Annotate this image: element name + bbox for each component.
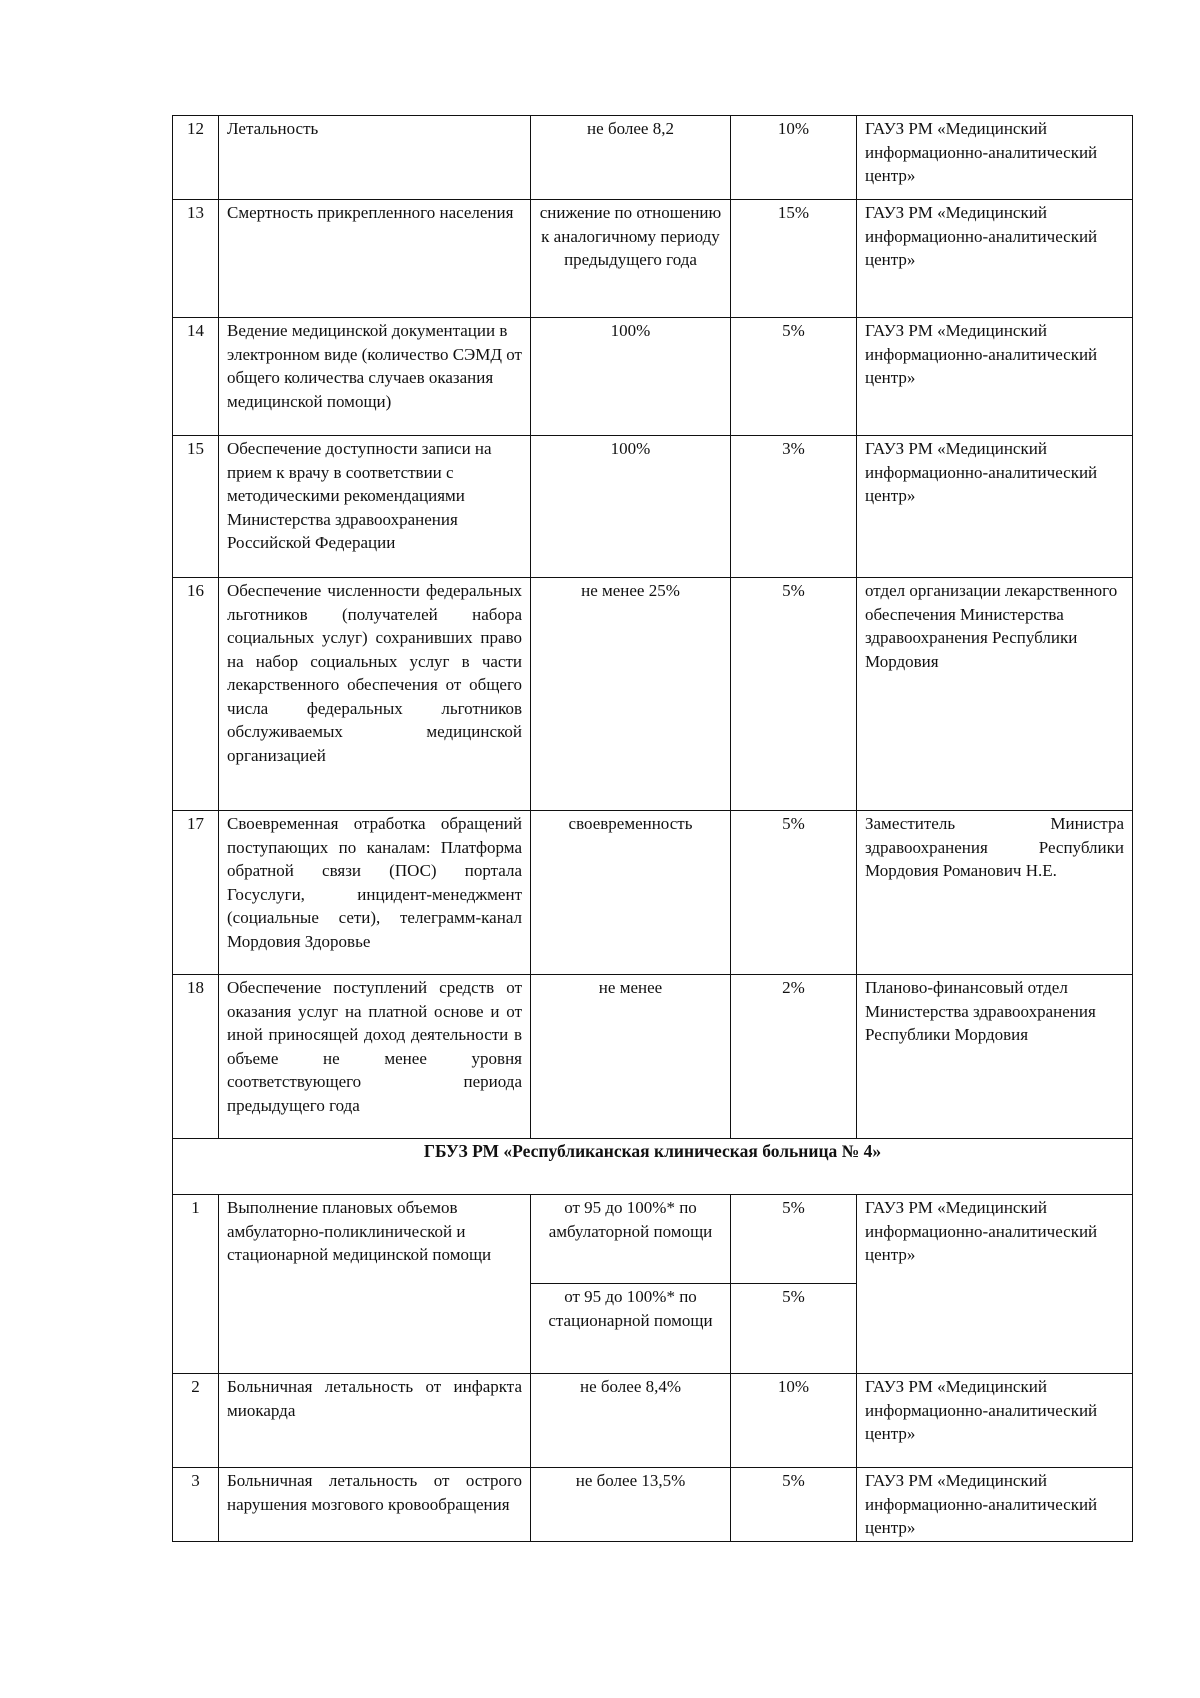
row-number: 1	[173, 1195, 219, 1374]
indicator-cell: Обеспечение поступлений средств от оказания услуг на платной основе и от иной приносящей доход деятельности в объеме не менее уровня соответствующего периода предыдущего года	[219, 975, 531, 1139]
target-cell: от 95 до 100%* по стационарной помощи	[531, 1284, 731, 1374]
target-cell: 100%	[531, 318, 731, 436]
indicator-cell: Своевременная отработка обращений поступающих по каналам: Платформа обратной связи (ПОС) портала Госуслуги, инцидент-менеджмент (социальные сети), телеграмм-канал Мордовия Здоровье	[219, 811, 531, 975]
weight-cell: 5%	[731, 578, 857, 811]
row-number: 13	[173, 200, 219, 318]
responsible-cell: ГАУЗ РМ «Медицинский информационно-аналитический центр»	[857, 1195, 1133, 1374]
row-number: 16	[173, 578, 219, 811]
indicator-cell: Смертность прикрепленного населения	[219, 200, 531, 318]
indicator-cell: Ведение медицинской документации в электронном виде (количество СЭМД от общего количества случаев оказания медицинской помощи)	[219, 318, 531, 436]
indicator-cell: Больничная летальность от инфаркта миокарда	[219, 1374, 531, 1468]
target-cell: 100%	[531, 436, 731, 578]
target-cell: не менее	[531, 975, 731, 1139]
row-number: 14	[173, 318, 219, 436]
table-row	[173, 116, 1133, 200]
target-cell: не более 8,2	[531, 116, 731, 200]
indicators-table	[172, 115, 1133, 1542]
weight-cell: 10%	[731, 116, 857, 200]
table-row	[173, 318, 1133, 436]
target-cell: не более 8,4%	[531, 1374, 731, 1468]
table-row	[173, 436, 1133, 578]
target-cell: снижение по отношению к аналогичному периоду предыдущего года	[531, 200, 731, 318]
indicator-cell: Обеспечение численности федеральных льготников (получателей набора социальных услуг) сохранивших право на набор социальных услуг в части лекарственного обеспечения от общего числа федеральных льготников обслуживаемых медицинской организацией	[219, 578, 531, 811]
target-cell: не более 13,5%	[531, 1468, 731, 1542]
indicator-cell: Выполнение плановых объемов амбулаторно-поликлинической и стационарной медицинской помощи	[219, 1195, 531, 1374]
section-row	[173, 1139, 1133, 1195]
row-number: 17	[173, 811, 219, 975]
table-row	[173, 1195, 1133, 1284]
table-row	[173, 200, 1133, 318]
responsible-cell: Планово-финансовый отдел Министерства здравоохранения Республики Мордовия	[857, 975, 1133, 1139]
table-row	[173, 975, 1133, 1139]
target-cell: своевременность	[531, 811, 731, 975]
indicator-cell: Летальность	[219, 116, 531, 200]
responsible-cell: отдел организации лекарственного обеспечения Министерства здравоохранения Республики Мордовия	[857, 578, 1133, 811]
weight-cell: 5%	[731, 811, 857, 975]
target-cell: от 95 до 100%* по амбулаторной помощи	[531, 1195, 731, 1284]
row-number: 12	[173, 116, 219, 200]
row-number: 3	[173, 1468, 219, 1542]
weight-cell: 5%	[731, 1284, 857, 1374]
section-title: ГБУЗ РМ «Республиканская клиническая больница № 4»	[173, 1139, 1133, 1195]
responsible-cell: ГАУЗ РМ «Медицинский информационно-аналитический центр»	[857, 436, 1133, 578]
responsible-cell: ГАУЗ РМ «Медицинский информационно-аналитический центр»	[857, 318, 1133, 436]
responsible-cell: ГАУЗ РМ «Медицинский информационно-аналитический центр»	[857, 1374, 1133, 1468]
indicator-cell: Обеспечение доступности записи на прием к врачу в соответствии с методическими рекомендациями Министерства здравоохранения Российской Федерации	[219, 436, 531, 578]
responsible-cell: ГАУЗ РМ «Медицинский информационно-аналитический центр»	[857, 1468, 1133, 1542]
row-number: 15	[173, 436, 219, 578]
table-row	[173, 1468, 1133, 1542]
table-row	[173, 811, 1133, 975]
weight-cell: 10%	[731, 1374, 857, 1468]
table-row	[173, 578, 1133, 811]
weight-cell: 5%	[731, 318, 857, 436]
weight-cell: 5%	[731, 1195, 857, 1284]
table-row	[173, 1374, 1133, 1468]
responsible-cell: ГАУЗ РМ «Медицинский информационно-аналитический центр»	[857, 200, 1133, 318]
responsible-cell: Заместитель Министра здравоохранения Республики Мордовия Романович Н.Е.	[857, 811, 1133, 975]
row-number: 18	[173, 975, 219, 1139]
responsible-cell: ГАУЗ РМ «Медицинский информационно-аналитический центр»	[857, 116, 1133, 200]
weight-cell: 15%	[731, 200, 857, 318]
weight-cell: 2%	[731, 975, 857, 1139]
weight-cell: 5%	[731, 1468, 857, 1542]
row-number: 2	[173, 1374, 219, 1468]
target-cell: не менее 25%	[531, 578, 731, 811]
weight-cell: 3%	[731, 436, 857, 578]
indicator-cell: Больничная летальность от острого нарушения мозгового кровообращения	[219, 1468, 531, 1542]
